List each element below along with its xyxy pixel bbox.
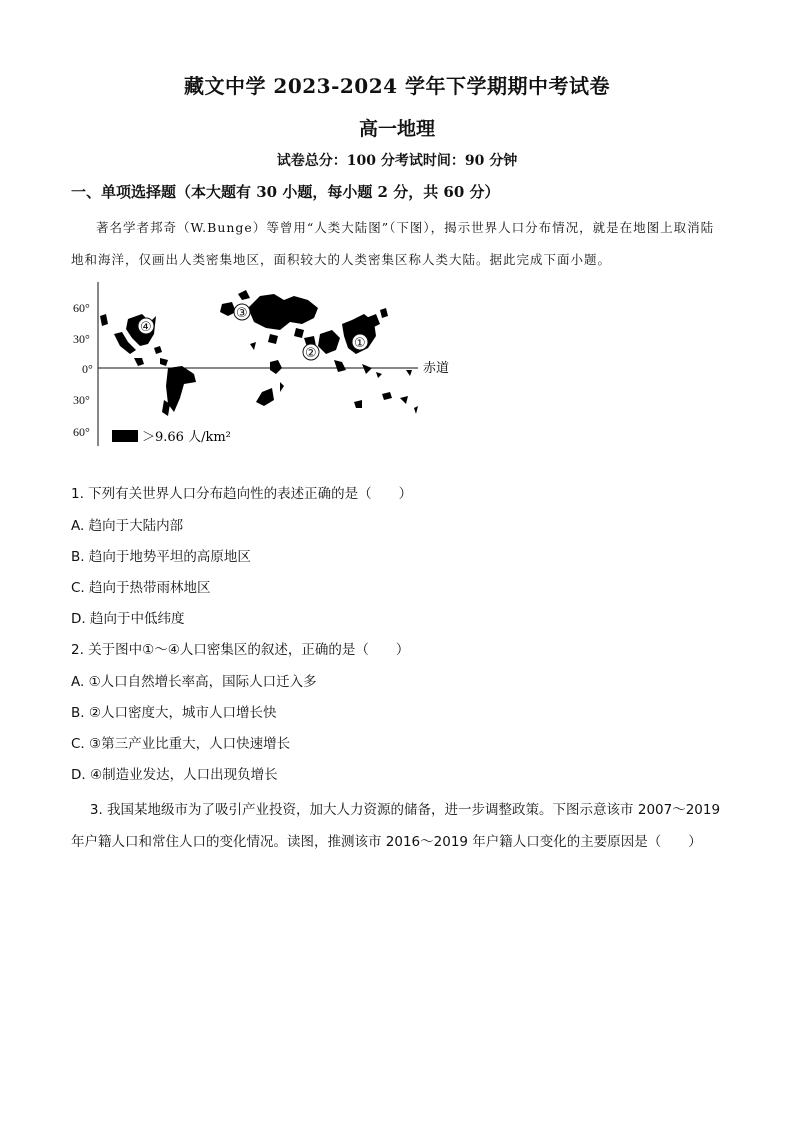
lat-label-30n: 30° — [73, 332, 90, 346]
region-marker-3: ③ — [236, 306, 248, 321]
lat-label-0: 0° — [82, 362, 93, 376]
lat-label-60n: 60° — [73, 301, 90, 315]
section-heading: 一、单项选择题（本大题有 30 小题，每小题 2 分，共 60 分） — [71, 183, 500, 201]
question-3-stem: 3. 我国某地级市为了吸引产业投资，加大人力资源的储备，进一步调整政策。下图示意该市 2007～2019 年户籍人口和常住人口的变化情况。读图，推测该市 2016～2019 年户籍人口变化的主要原因是（ ） — [71, 802, 721, 850]
question-1-stem: 1. 下列有关世界人口分布趋向性的表述正确的是（ ） — [71, 486, 413, 502]
region-marker-2: ② — [305, 346, 317, 361]
equator-label: 赤道 — [423, 361, 450, 376]
exam-title: 藏文中学 2023-2024 学年下学期期中考试卷 — [183, 74, 611, 98]
population-map — [70, 274, 465, 454]
exam-meta: 试卷总分：100 分考试时间：90 分钟 — [276, 153, 518, 169]
legend-text: ＞9.66 人/km² — [142, 430, 231, 445]
question-1-option-c[interactable]: C. 趋向于热带雨林地区 — [71, 580, 211, 596]
legend-swatch — [112, 430, 138, 442]
question-1-option-d[interactable]: D. 趋向于中低纬度 — [71, 611, 185, 627]
section-intro: 著名学者邦奇（W.Bunge）等曾用“人类大陆图”（下图），揭示世界人口分布情况，就是在地图上取消陆地和海洋，仅画出人类密集地区，面积较大的人类密集区称人类大陆。据此完成下面小题。 — [71, 220, 715, 267]
question-2-option-d[interactable]: D. ④制造业发达，人口出现负增长 — [71, 767, 278, 783]
question-2-option-c[interactable]: C. ③第三产业比重大，人口快速增长 — [71, 736, 291, 752]
question-1-option-a[interactable]: A. 趋向于大陆内部 — [71, 518, 184, 534]
region-marker-1: ① — [354, 336, 366, 351]
question-2-option-a[interactable]: A. ①人口自然增长率高，国际人口迁入多 — [71, 674, 317, 690]
lat-label-60s: 60° — [73, 425, 90, 439]
dense-regions — [100, 290, 418, 416]
question-2-option-b[interactable]: B. ②人口密度大，城市人口增长快 — [71, 705, 277, 721]
question-2-stem: 2. 关于图中①～④人口密集区的叙述，正确的是（ ） — [71, 642, 410, 658]
region-marker-4: ④ — [140, 320, 152, 335]
question-1-option-b[interactable]: B. 趋向于地势平坦的高原地区 — [71, 549, 251, 565]
exam-subtitle: 高一地理 — [358, 118, 435, 140]
lat-label-30s: 30° — [73, 393, 90, 407]
